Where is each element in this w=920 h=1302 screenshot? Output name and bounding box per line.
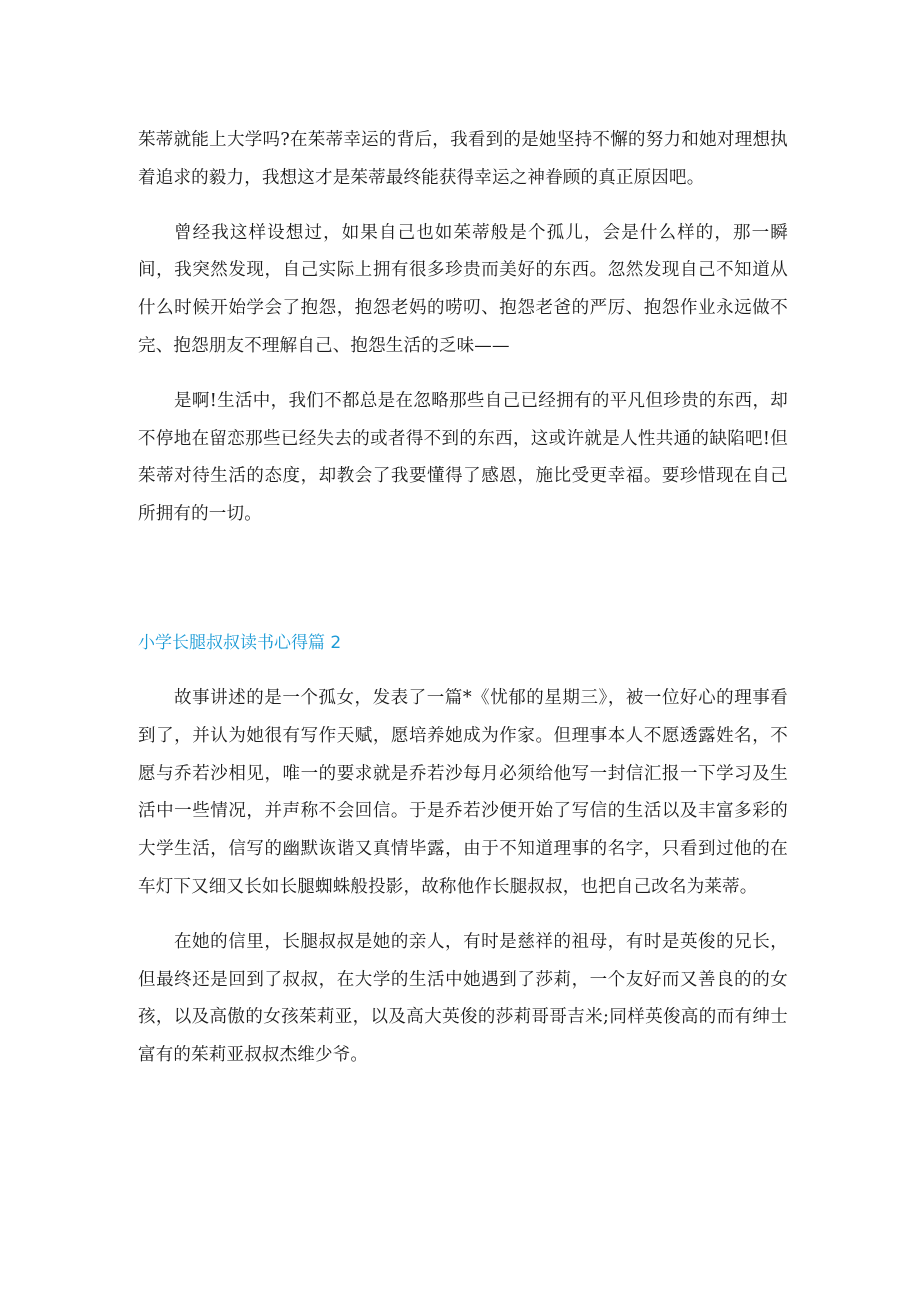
paragraph-continuation: 茱蒂就能上大学吗?在茱蒂幸运的背后，我看到的是她坚持不懈的努力和她对理想执着追求的毅力，我想这才是茱蒂最终能获得幸运之神眷顾的真正原因吧。 <box>138 130 788 188</box>
paragraph-gap <box>138 198 788 215</box>
paragraph-orphan-imagination: 曾经我这样设想过，如果自己也如茱蒂般是个孤儿，会是什么样的，那一瞬间，我突然发现，自己实际上拥有很多珍贵而美好的东西。忽然发现自己不知道从什么时候开始学会了抱怨，抱怨老妈的唠叨、抱怨老爸的严厉、抱怨作业永远做不完、抱怨朋友不理解自己、抱怨生活的乏味—— <box>138 222 788 356</box>
paragraph-gap <box>138 366 788 383</box>
heading-gap <box>138 658 788 680</box>
paragraph-story-summary: 故事讲述的是一个孤女，发表了一篇*《忧郁的星期三》，被一位好心的理事看到了，并认为她很有写作天赋，愿培养她成为作家。但理事本人不愿透露姓名，不愿与乔若沙相见，唯一的要求就是乔若沙每月必须给他写一封信汇报一下学习及生活中一些情况，并声称不会回信。于是乔若沙便开始了写信的生活以及丰富多彩的大学生活，信写的幽默诙谐又真情毕露，由于不知道理事的名字，只看到过他的在车灯下又细又长如长腿蜘蛛般投影，故称他作长腿叔叔，也把自己改名为莱蒂。 <box>138 687 788 897</box>
paragraph-gratitude: 是啊!生活中，我们不都总是在忽略那些自己已经拥有的平凡但珍贵的东西，却不停地在留恋那些已经失去的或者得不到的东西，这或许就是人性共通的缺陷吧!但茱蒂对待生活的态度，却教会了我要懂得了感恩，施比受更幸福。要珍惜现在自己所拥有的一切。 <box>138 390 788 525</box>
document-page <box>138 122 788 1075</box>
paragraph-letters: 在她的信里，长腿叔叔是她的亲人，有时是慈祥的祖母，有时是英俊的兄长，但最终还是回到了叔叔，在大学的生活中她遇到了莎莉，一个友好而又善良的的女孩，以及高傲的女孩茱莉亚，以及高大英俊的莎莉哥哥吉米;同样英俊高的而有绅士富有的茱莉亚叔叔杰维少爷。 <box>138 931 788 1066</box>
section-heading: 小学长腿叔叔读书心得篇 2 <box>138 632 342 653</box>
paragraph-gap <box>138 907 788 924</box>
section-gap <box>138 534 788 628</box>
